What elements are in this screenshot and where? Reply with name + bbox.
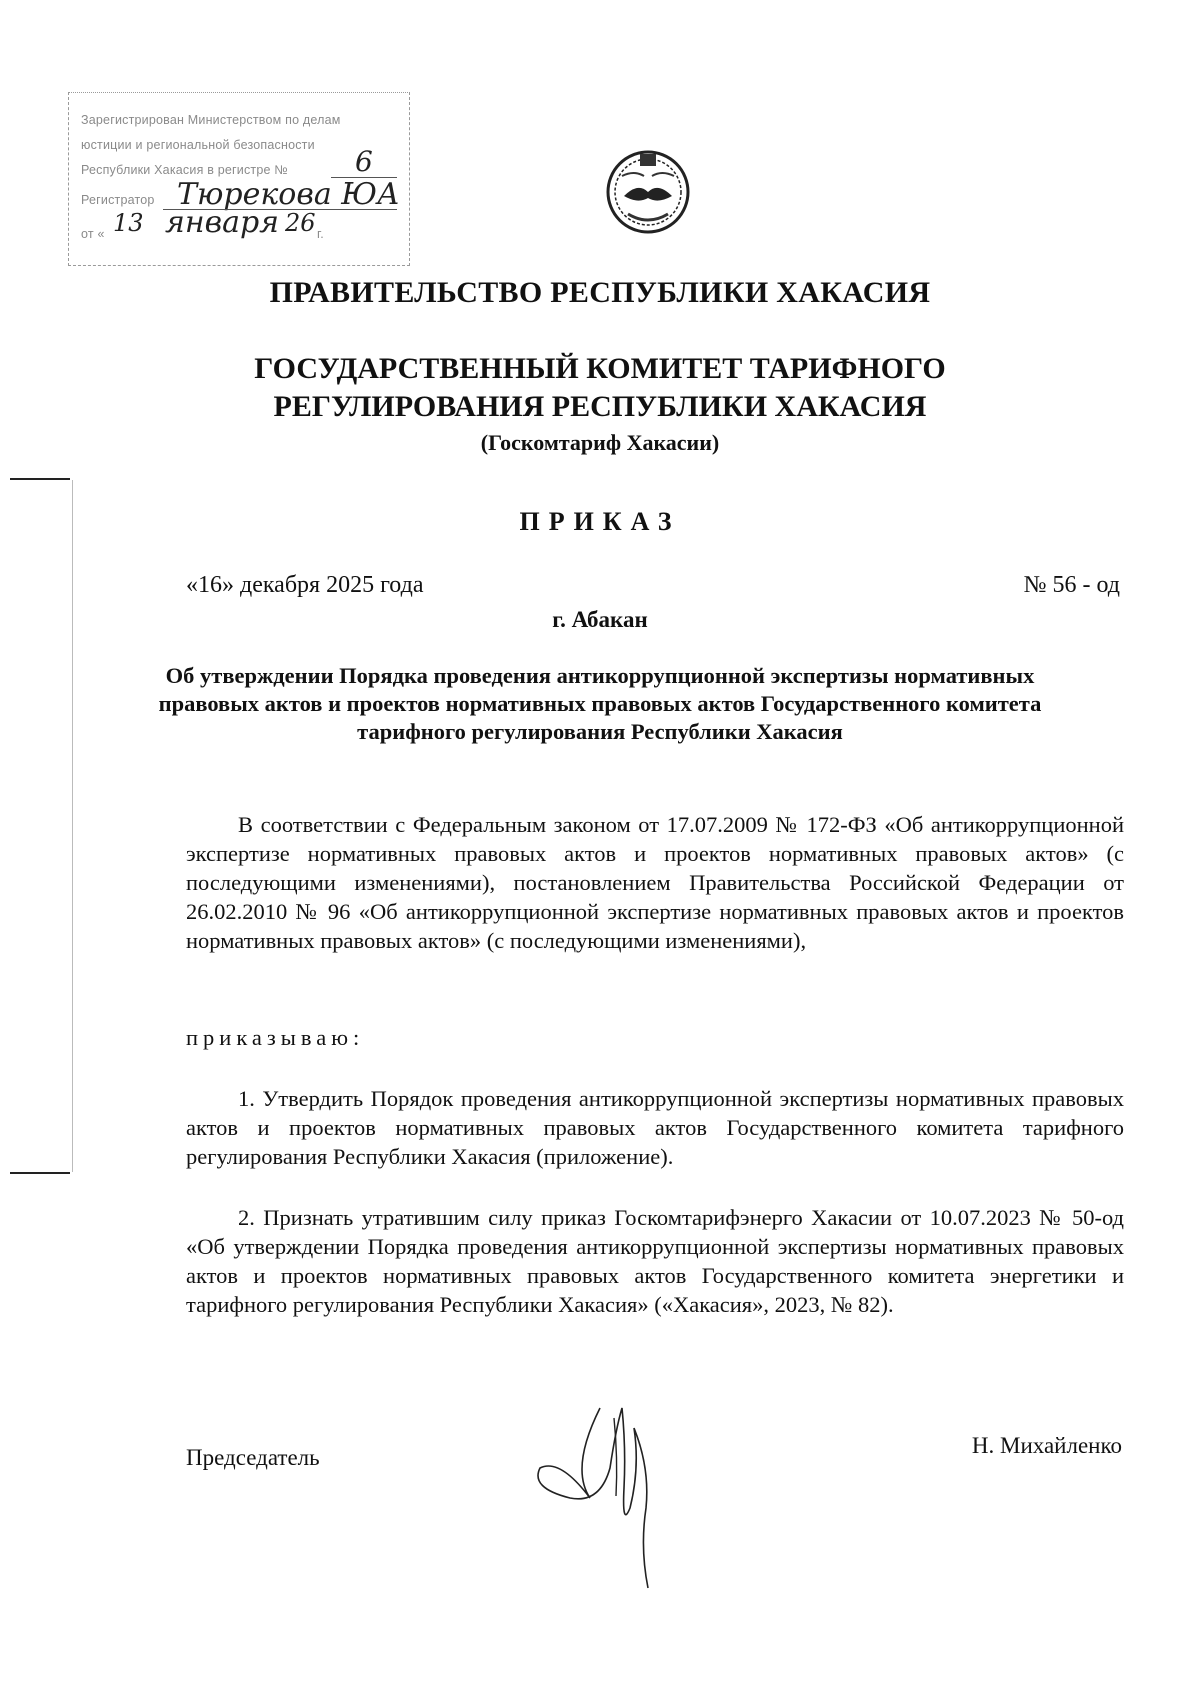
order-directive: приказываю:: [186, 1025, 365, 1050]
order-number: № 56 - од: [1023, 572, 1120, 598]
stamp-line-3: Республики Хакасия в регистре №: [81, 163, 288, 177]
signatory-position: Председатель: [186, 1445, 320, 1470]
stamp-line-5-prefix: от «: [81, 227, 105, 241]
preamble-paragraph: В соответствии с Федеральным законом от 17.07.2009 № 172-ФЗ «Об антикоррупционной экспертизе нормативных правовых актов и проектов нормативных правовых актов» (с последующими изменениями), постановлением Правительства Российской Федерации от 26.02.2010 № 96 «Об антикоррупционной экспертизе нормативных правовых актов и проектов нормативных правовых актов» (с последующими изменениями),: [186, 812, 1124, 953]
stamp-line-4: Регистратор: [81, 193, 155, 207]
signatory-name: Н. Михайленко: [971, 1433, 1122, 1458]
registration-stamp: [68, 92, 410, 266]
coat-of-arms-emblem: [604, 146, 692, 238]
stamp-line-1: Зарегистрирован Министерством по делам: [81, 113, 341, 127]
stamp-line-2: юстиции и региональной безопасности: [81, 138, 315, 152]
committee-heading-line-1: ГОСУДАРСТВЕННЫЙ КОМИТЕТ ТАРИФНОГО: [254, 352, 946, 385]
government-heading: ПРАВИТЕЛЬСТВО РЕСПУБЛИКИ ХАКАСИЯ: [269, 276, 931, 309]
order-title: Об утверждении Порядка проведения антикоррупционной экспертизы нормативных правовых актов и проектов нормативных правовых актов Государственного комитета тарифного регулирования Республики Хакасия: [158, 663, 1042, 744]
handwritten-signature: [530, 1388, 690, 1608]
scan-mark-vertical: [72, 480, 73, 1172]
stamp-day: 13: [113, 209, 144, 237]
committee-abbreviation: (Госкомтариф Хакасии): [480, 430, 720, 455]
committee-heading-line-2: РЕГУЛИРОВАНИЯ РЕСПУБЛИКИ ХАКАСИЯ: [273, 390, 927, 423]
stamp-line-5-suffix: г.: [317, 227, 324, 241]
scan-mark-bottom: [10, 1172, 70, 1174]
document-type: ПРИКАЗ: [519, 507, 681, 536]
order-item-1: 1. Утвердить Порядок проведения антикоррупционной экспертизы нормативных правовых актов и проектов нормативных правовых актов Государственного комитета тарифного регулирования Республики Хакасия (приложение).: [186, 1086, 1124, 1169]
stamp-registrar: Тюрекова ЮА: [177, 177, 400, 212]
order-date: «16» декабря 2025 года: [186, 572, 424, 598]
order-item-2: 2. Признать утратившим силу приказ Госкомтарифэнерго Хакасии от 10.07.2023 № 50-од «Об утверждении Порядка проведения антикоррупционной экспертизы нормативных правовых актов и проектов нормативных правовых актов Государственного комитета энергетики и тарифного регулирования Республики Хакасия» («Хакасия», 2023, № 82).: [186, 1205, 1124, 1317]
stamp-month: января: [165, 205, 280, 240]
order-city: г. Абакан: [552, 607, 648, 632]
stamp-reg-number: 6: [355, 145, 373, 178]
scan-mark-top: [10, 478, 70, 480]
stamp-year: 26: [285, 209, 316, 237]
